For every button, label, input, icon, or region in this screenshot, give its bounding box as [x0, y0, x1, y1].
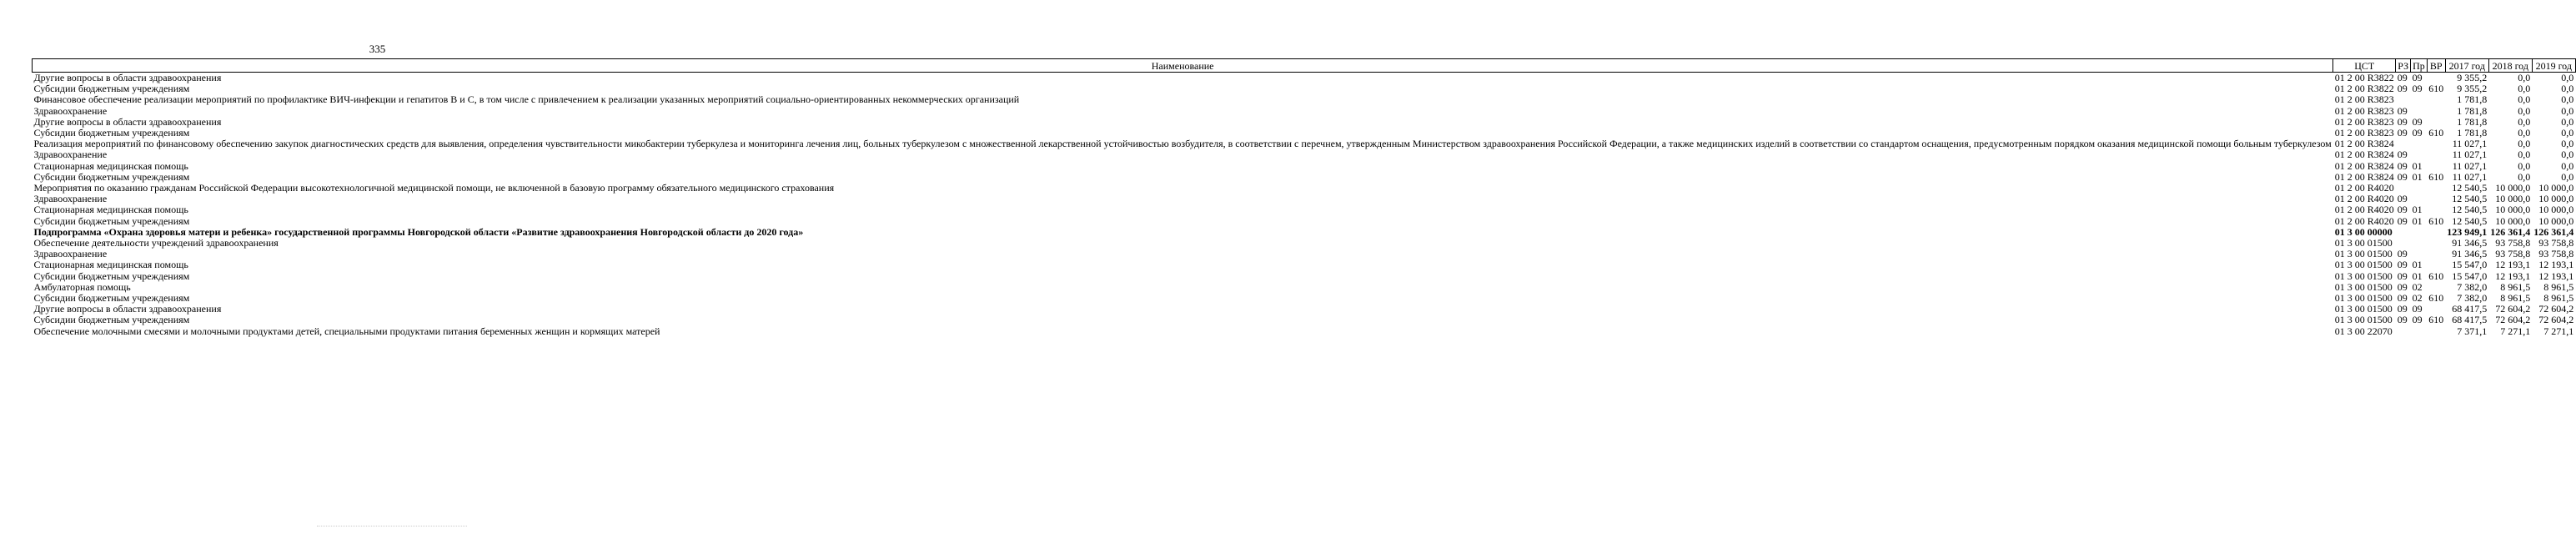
cell-vr: 610 [2428, 292, 2444, 305]
cell-name: Субсидии бюджетным учреждениям [33, 270, 190, 282]
table-row [33, 293, 2576, 304]
cell-vr [2427, 204, 2445, 215]
cell-vr [2427, 183, 2445, 194]
cell-rz: 09 [2397, 214, 2408, 227]
cell-2019: 0,0 [2561, 127, 2574, 139]
cell-name: Финансовое обеспечение реализации мероприятий по профилактике ВИЧ-инфекции и гепатитов В и С, в том числе с привлечением к реализации указанных мероприятий социально-ориентированных некоммерческих организаций [33, 93, 1020, 106]
cell-rz: 09 [2397, 193, 2408, 205]
cell-cst: 01 3 00 00000 [2334, 225, 2393, 238]
cell-name: Реализация мероприятий по финансовому обеспечению закупок диагностических средств для выявления, определения чувствительности микобактерии туберкулеза и мониторинга лечения лиц, больных туберкулезом с множественной лекарственной устойчивостью возбудителя, в соответствии с перечнем, утвержденным Министерством здравоохранения Российской Федерации, а также медицинских изделий в соответствии со стандартом оснащения, предусмотренным порядком оказания медицинской помощи больным туберкулезом [33, 138, 2332, 150]
cell-pr [2411, 326, 2428, 337]
cell-cst: 01 3 00 01500 [2334, 280, 2393, 293]
cell-2017: 11 027,1 [2452, 170, 2488, 183]
table-row [33, 249, 2576, 259]
cell-cst: 01 3 00 01500 [2334, 303, 2393, 315]
table-row [33, 315, 2576, 325]
cell-vr [2427, 139, 2445, 149]
cell-2018: 10 000,0 [2495, 193, 2531, 205]
cell-2019: 10 000,0 [2538, 214, 2574, 227]
table-row [33, 106, 2576, 117]
cell-name: Субсидии бюджетным учреждениям [33, 127, 190, 139]
cell-name: Субсидии бюджетным учреждениям [33, 170, 190, 183]
cell-cst: 01 2 00 R4020 [2334, 204, 2394, 216]
cell-2018: 72 604,2 [2495, 303, 2531, 315]
table-row [33, 304, 2576, 315]
header-pr: Пр [2411, 59, 2428, 73]
table-row [33, 117, 2576, 128]
cell-rz [2396, 94, 2411, 105]
cell-2019: 0,0 [2561, 115, 2574, 128]
cell-2018: 0,0 [2518, 93, 2531, 106]
cell-cst: 01 2 00 R3824 [2334, 138, 2394, 150]
cell-name: Субсидии бюджетным учреждениям [33, 83, 190, 95]
cell-2018: 0,0 [2518, 115, 2531, 128]
cell-vr [2427, 106, 2445, 117]
cell-2018: 126 361,4 [2490, 225, 2531, 238]
cell-cst: 01 2 00 R3822 [2334, 72, 2394, 83]
cell-rz [2396, 326, 2411, 337]
cell-name: Здравоохранение [33, 149, 108, 161]
cell-2017: 123 949,1 [2447, 225, 2488, 238]
cell-name: Здравоохранение [33, 193, 108, 205]
cell-cst: 01 3 00 01500 [2334, 270, 2393, 282]
cell-name: Стационарная медицинская помощь [33, 259, 188, 271]
cell-cst: 01 2 00 R3823 [2334, 127, 2394, 139]
cell-name: Обеспечение деятельности учреждений здравоохранения [33, 237, 279, 249]
cell-2017: 15 547,0 [2452, 259, 2488, 271]
cell-2017: 1 781,8 [2457, 104, 2488, 117]
cell-2018: 72 604,2 [2495, 314, 2531, 326]
cell-cst: 01 3 00 01500 [2334, 248, 2393, 260]
cell-rz: 09 [2397, 159, 2408, 172]
cell-name: Субсидии бюджетным учреждениям [33, 292, 190, 305]
cell-2019: 72 604,2 [2538, 303, 2574, 315]
cell-pr [2411, 238, 2428, 249]
cell-pr: 09 [2412, 83, 2423, 95]
table-row [33, 282, 2576, 293]
cell-2018: 12 193,1 [2495, 270, 2531, 282]
cell-pr: 02 [2412, 292, 2423, 305]
cell-name: Обеспечение молочными смесями и молочными продуктами детей, специальными продуктами питания беременных женщин и кормящих матерей [33, 325, 660, 337]
cell-2019: 0,0 [2561, 159, 2574, 172]
cell-vr: 610 [2428, 83, 2444, 95]
cell-cst: 01 2 00 R3824 [2334, 159, 2394, 172]
cell-2019: 126 361,4 [2533, 225, 2574, 238]
cell-cst: 01 2 00 R4020 [2334, 193, 2394, 205]
cell-2018: 10 000,0 [2495, 214, 2531, 227]
cell-2017: 7 371,1 [2457, 325, 2488, 337]
header-vr: ВР [2427, 59, 2445, 73]
cell-rz: 09 [2397, 204, 2408, 216]
cell-pr [2411, 227, 2428, 238]
cell-cst: 01 3 00 01500 [2334, 292, 2393, 305]
cell-2018: 0,0 [2518, 127, 2531, 139]
cell-name: Стационарная медицинская помощь [33, 159, 188, 172]
cell-vr: 610 [2428, 127, 2444, 139]
cell-2019: 0,0 [2561, 138, 2574, 150]
cell-cst: 01 3 00 22070 [2334, 325, 2393, 337]
cell-2018: 0,0 [2518, 170, 2531, 183]
cell-2019: 0,0 [2561, 72, 2574, 83]
cell-rz: 09 [2397, 248, 2408, 260]
cell-pr: 02 [2412, 280, 2423, 293]
cell-name: Амбулаторная помощь [33, 280, 131, 293]
cell-2019: 0,0 [2561, 93, 2574, 106]
cell-2017: 11 027,1 [2452, 159, 2488, 172]
cell-2019: 72 604,2 [2538, 314, 2574, 326]
cell-2018: 0,0 [2518, 72, 2531, 83]
cell-pr: 09 [2412, 72, 2423, 83]
cell-name: Стационарная медицинская помощь [33, 204, 188, 216]
cell-2017: 12 540,5 [2452, 204, 2488, 216]
cell-2019: 93 758,8 [2538, 237, 2574, 249]
cell-2017: 12 540,5 [2452, 182, 2488, 194]
page-number: 335 [369, 43, 386, 55]
cell-2018: 7 271,1 [2500, 325, 2531, 337]
table-row [33, 227, 2576, 238]
cell-vr [2427, 249, 2445, 259]
cell-name: Другие вопросы в области здравоохранения [33, 115, 222, 128]
cell-pr: 09 [2412, 314, 2423, 326]
header-2017: 2017 год [2445, 59, 2488, 73]
cell-rz: 09 [2397, 83, 2408, 95]
cell-rz: 09 [2397, 149, 2408, 161]
cell-cst: 01 2 00 R3823 [2334, 115, 2394, 128]
table-row [33, 149, 2576, 160]
cell-rz: 09 [2397, 104, 2408, 117]
cell-name: Мероприятия по оказанию гражданам Российской Федерации высокотехнологичной медицинской помощи, не включенной в базовую программу обязательного медицинского страхования [33, 182, 835, 194]
cell-pr: 01 [2412, 170, 2423, 183]
cell-rz: 09 [2397, 115, 2408, 128]
cell-2018: 0,0 [2518, 138, 2531, 150]
table-row [33, 259, 2576, 270]
cell-2017: 12 540,5 [2452, 214, 2488, 227]
cell-2019: 10 000,0 [2538, 193, 2574, 205]
cell-name: Субсидии бюджетным учреждениям [33, 214, 190, 227]
cell-name: Подпрограмма «Охрана здоровья матери и ребенка» государственной программы Новгородской области «Развитие здравоохранения Новгородской области до 2020 года» [33, 225, 804, 238]
cell-pr [2411, 94, 2428, 105]
cell-2019: 12 193,1 [2538, 270, 2574, 282]
cell-2019: 0,0 [2561, 83, 2574, 95]
cell-pr [2411, 183, 2428, 194]
cell-vr [2427, 94, 2445, 105]
cell-vr [2427, 326, 2445, 337]
cell-name: Субсидии бюджетным учреждениям [33, 314, 190, 326]
cell-2019: 0,0 [2561, 149, 2574, 161]
cell-2019: 10 000,0 [2538, 204, 2574, 216]
header-name: Наименование [33, 59, 2333, 73]
cell-2017: 7 382,0 [2457, 280, 2488, 293]
cell-pr: 01 [2412, 270, 2423, 282]
header-rz: РЗ [2396, 59, 2411, 73]
header-cst: ЦСТ [2333, 59, 2396, 73]
cell-2017: 11 027,1 [2452, 138, 2488, 150]
cell-name: Другие вопросы в области здравоохранения [33, 303, 222, 315]
cell-2017: 1 781,8 [2457, 127, 2488, 139]
budget-table [32, 58, 2576, 337]
cell-2018: 10 000,0 [2495, 182, 2531, 194]
cell-2018: 93 758,8 [2495, 248, 2531, 260]
cell-2017: 11 027,1 [2452, 149, 2488, 161]
table-row [33, 73, 2576, 84]
cell-vr [2427, 149, 2445, 160]
cell-2017: 9 355,2 [2457, 83, 2488, 95]
cell-vr [2427, 238, 2445, 249]
cell-rz [2396, 227, 2411, 238]
cell-pr: 01 [2412, 159, 2423, 172]
cell-2017: 1 781,8 [2457, 115, 2488, 128]
cell-2019: 0,0 [2561, 104, 2574, 117]
cell-2018: 10 000,0 [2495, 204, 2531, 216]
cell-vr: 610 [2428, 214, 2444, 227]
header-2019: 2019 год [2532, 59, 2575, 73]
table-row [33, 216, 2576, 227]
table-row [33, 204, 2576, 215]
table-row [33, 194, 2576, 204]
table-row [33, 271, 2576, 282]
cell-2018: 93 758,8 [2495, 237, 2531, 249]
cell-pr [2411, 139, 2428, 149]
table-row [33, 326, 2576, 337]
table-body [33, 73, 2576, 337]
header-2018: 2018 год [2488, 59, 2532, 73]
cell-cst: 01 3 00 01500 [2334, 314, 2393, 326]
cell-cst: 01 2 00 R4020 [2334, 182, 2394, 194]
cell-2018: 0,0 [2518, 83, 2531, 95]
cell-cst: 01 3 00 01500 [2334, 237, 2393, 249]
cell-2017: 68 417,5 [2452, 303, 2488, 315]
scan-artifact [317, 526, 467, 528]
cell-cst: 01 2 00 R3824 [2334, 149, 2394, 161]
cell-vr: 610 [2428, 170, 2444, 183]
cell-2017: 91 346,5 [2452, 237, 2488, 249]
table-row [33, 94, 2576, 105]
cell-2018: 8 961,5 [2500, 292, 2531, 305]
cell-2019: 12 193,1 [2538, 259, 2574, 271]
cell-2017: 1 781,8 [2457, 93, 2488, 106]
table-row [33, 238, 2576, 249]
cell-rz: 09 [2397, 280, 2408, 293]
cell-rz: 09 [2397, 303, 2408, 315]
cell-cst: 01 3 00 01500 [2334, 259, 2393, 271]
cell-rz: 09 [2397, 72, 2408, 83]
cell-cst: 01 2 00 R3823 [2334, 93, 2394, 106]
cell-2017: 7 382,0 [2457, 292, 2488, 305]
table-row [33, 183, 2576, 194]
cell-rz: 09 [2397, 259, 2408, 271]
cell-pr: 09 [2412, 303, 2423, 315]
cell-pr: 09 [2412, 115, 2423, 128]
cell-pr: 09 [2412, 127, 2423, 139]
cell-2019: 8 961,5 [2543, 280, 2574, 293]
cell-name: Здравоохранение [33, 248, 108, 260]
cell-vr [2427, 194, 2445, 204]
cell-2019: 10 000,0 [2538, 182, 2574, 194]
cell-vr [2427, 161, 2445, 172]
cell-cst: 01 2 00 R3822 [2334, 83, 2394, 95]
cell-rz: 09 [2397, 270, 2408, 282]
cell-rz: 09 [2397, 170, 2408, 183]
table-row [33, 139, 2576, 149]
cell-vr [2427, 259, 2445, 270]
table-header-row [33, 59, 2576, 73]
cell-pr [2411, 149, 2428, 160]
cell-2017: 9 355,2 [2457, 72, 2488, 83]
cell-rz: 09 [2397, 314, 2408, 326]
cell-2018: 0,0 [2518, 149, 2531, 161]
cell-2017: 12 540,5 [2452, 193, 2488, 205]
cell-name: Здравоохранение [33, 104, 108, 117]
cell-name: Другие вопросы в области здравоохранения [33, 72, 222, 83]
cell-vr: 610 [2428, 314, 2444, 326]
cell-pr: 01 [2412, 259, 2423, 271]
cell-2018: 12 193,1 [2495, 259, 2531, 271]
cell-pr: 01 [2412, 214, 2423, 227]
cell-2019: 8 961,5 [2543, 292, 2574, 305]
cell-vr: 610 [2428, 270, 2444, 282]
cell-2019: 0,0 [2561, 170, 2574, 183]
cell-rz: 09 [2397, 127, 2408, 139]
cell-2018: 8 961,5 [2500, 280, 2531, 293]
cell-cst: 01 2 00 R3823 [2334, 104, 2394, 117]
cell-2018: 0,0 [2518, 159, 2531, 172]
table-row [33, 161, 2576, 172]
cell-pr [2411, 106, 2428, 117]
cell-cst: 01 2 00 R3824 [2334, 170, 2394, 183]
cell-pr: 01 [2412, 204, 2423, 216]
cell-cst: 01 2 00 R4020 [2334, 214, 2394, 227]
cell-2019: 7 271,1 [2543, 325, 2574, 337]
cell-2017: 15 547,0 [2452, 270, 2488, 282]
cell-2017: 91 346,5 [2452, 248, 2488, 260]
cell-2019: 93 758,8 [2538, 248, 2574, 260]
cell-rz: 09 [2397, 292, 2408, 305]
cell-vr [2427, 227, 2445, 238]
cell-2017: 68 417,5 [2452, 314, 2488, 326]
cell-2018: 0,0 [2518, 104, 2531, 117]
cell-vr [2427, 73, 2445, 84]
